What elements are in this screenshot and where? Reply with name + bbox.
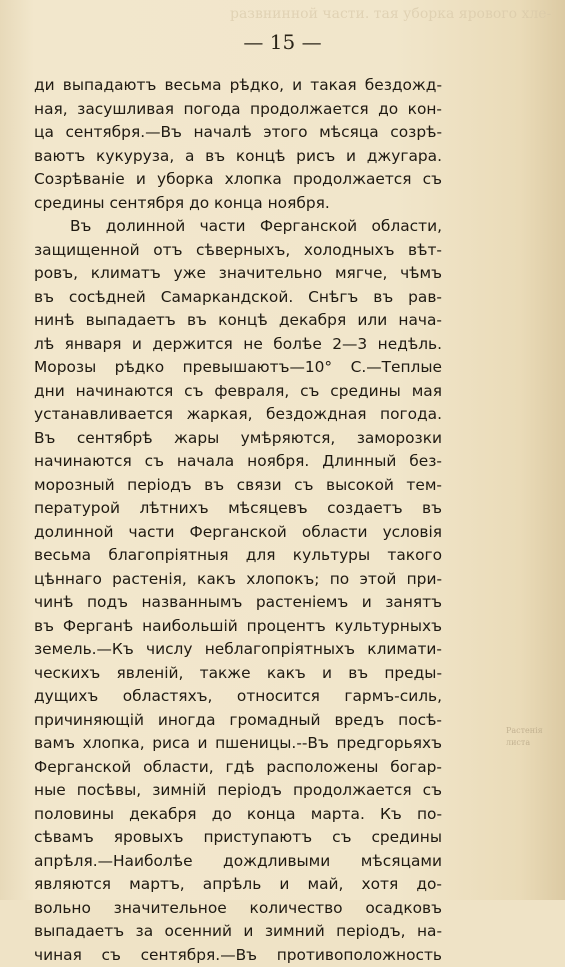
text-line: Морозы рѣдко превышаютъ—10° С.—Теплые: [34, 356, 442, 380]
text-line: морозный перiодъ въ связи съ высокой тем-: [34, 474, 442, 498]
text-line: въ Ферганѣ наибольшiй процентъ культурныхъ: [34, 615, 442, 639]
text-line: чинѣ подъ названнымъ растенiемъ и занятъ: [34, 591, 442, 615]
text-line: начинаются съ начала ноября. Длинный без-: [34, 450, 442, 474]
bleed-through-text: развнинной части. тая уборка ярового хле-: [230, 4, 560, 26]
text-line: пературой лѣтнихъ мѣсяцевъ создаетъ въ: [34, 497, 442, 521]
text-line: ческихъ явленiй, также какъ и въ преды-: [34, 662, 442, 686]
margin-note-line: листа: [506, 737, 564, 749]
page-number: — 15 —: [0, 30, 565, 54]
paragraph-start-line: Въ долинной части Ферганской области,: [34, 215, 442, 239]
margin-bleed-note: [506, 725, 564, 749]
text-line: дущихъ областяхъ, относится гармъ-силь,: [34, 685, 442, 709]
text-line: цѣннаго растенiя, какъ хлопокъ; по этой при-: [34, 568, 442, 592]
text-line: являются мартъ, апрѣль и май, хотя до-: [34, 873, 442, 897]
margin-note-line: Растенiя: [506, 725, 564, 737]
text-line: Ферганской области, гдѣ расположены богар-: [34, 756, 442, 780]
text-line: ди выпадаютъ весьма рѣдко, и такая бездожд-: [34, 74, 442, 98]
body-text: [34, 74, 442, 967]
text-line: средины сентября до конца ноября.: [34, 192, 442, 216]
text-line: дни начинаются съ февраля, съ средины мая: [34, 380, 442, 404]
text-line: защищенной отъ сѣверныхъ, холодныхъ вѣт-: [34, 239, 442, 263]
text-line: выпадаетъ за осенний и зимний перiодъ, на-: [34, 920, 442, 944]
text-line: вамъ хлопка, риса и пшеницы.--Въ предгорьяхъ: [34, 732, 442, 756]
text-line: весьма благопрiятныя для культуры такого: [34, 544, 442, 568]
text-line: Въ сентябрѣ жары умѣряются, заморозки: [34, 427, 442, 451]
text-line: вольно значительное количество осадковъ: [34, 897, 442, 921]
text-line: Созрѣванiе и уборка хлопка продолжается съ: [34, 168, 442, 192]
text-line: ные посѣвы, зимнiй перiодъ продолжается съ: [34, 779, 442, 803]
text-line: земель.—Къ числу неблагопрiятныхъ климати-: [34, 638, 442, 662]
text-line: лѣ января и держится не болѣе 2—3 недѣль.: [34, 333, 442, 357]
text-line: причиняющiй иногда громадный вредъ посѣ-: [34, 709, 442, 733]
text-line: ваютъ кукуруза, а въ концѣ рисъ и джугара.: [34, 145, 442, 169]
text-line: половины декабря до конца марта. Къ по-: [34, 803, 442, 827]
text-line: нинѣ выпадаетъ въ концѣ декабря или нача-: [34, 309, 442, 333]
text-line: чиная съ сентября.—Въ противоположность: [34, 944, 442, 967]
text-line: ца сентября.—Въ началѣ этого мѣсяца созрѣ-: [34, 121, 442, 145]
text-line: въ сосѣдней Самаркандской. Снѣгъ въ рав-: [34, 286, 442, 310]
text-line: сѣвамъ яровыхъ приступаютъ съ средины: [34, 826, 442, 850]
text-line: долинной части Ферганской области условiя: [34, 521, 442, 545]
text-line: ная, засушливая погода продолжается до кон-: [34, 98, 442, 122]
text-line: устанавливается жаркая, бездождная погода.: [34, 403, 442, 427]
text-line: ровъ, климатъ уже значительно мягче, чѣмъ: [34, 262, 442, 286]
text-line: апрѣля.—Наиболѣе дождливыми мѣсяцами: [34, 850, 442, 874]
